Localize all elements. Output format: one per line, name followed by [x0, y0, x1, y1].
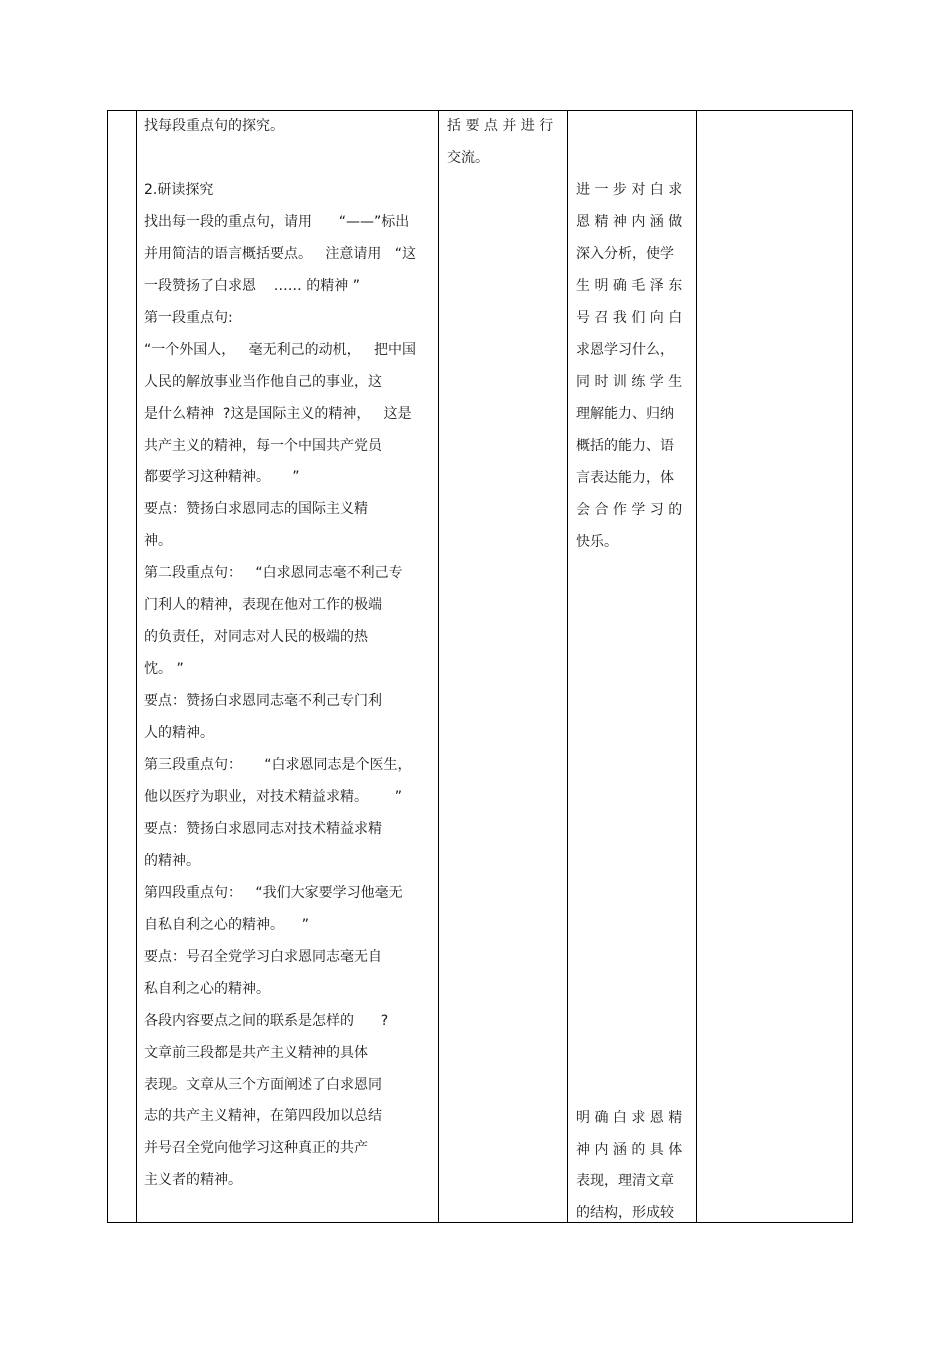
text-line: 第三段重点句： “白求恩同志是个医生，: [144, 757, 412, 773]
text-line: 并用简洁的语言概括要点。 注意请用 “这: [144, 245, 416, 262]
column-divider-2: [438, 111, 439, 1222]
text-line: 文章前三段都是共产主义精神的具体: [144, 1044, 368, 1061]
text-line: 共产主义的精神，每一个中国共产党员: [144, 437, 382, 454]
column-divider-1: [136, 111, 137, 1222]
text-line: “一个外国人， 毫无利己的动机， 把中国: [144, 341, 416, 358]
text-line: 主义者的精神。: [144, 1172, 242, 1189]
text-line: 他以医疗为职业，对技术精益求精。 ”: [144, 788, 402, 805]
text-line: 快乐。: [576, 534, 618, 550]
text-line: 号 召 我 们 向 白: [576, 310, 683, 326]
text-line: 表现。文章从三个方面阐述了白求恩同: [144, 1076, 382, 1093]
text-line: 找出每一段的重点句，请用 “——”标出: [144, 213, 410, 230]
column-student-activity: [447, 111, 565, 1222]
text-line: 自私自利之心的精神。 ”: [144, 916, 310, 933]
column-design-intent: [576, 111, 694, 1222]
text-line: 第四段重点句： “我们大家要学习他毫无: [144, 884, 403, 901]
text-line: 进 一 步 对 白 求: [576, 182, 683, 198]
column-divider-3: [567, 111, 568, 1222]
column-teaching-content: [144, 111, 436, 1222]
column-divider-4: [696, 111, 697, 1222]
text-line: 的结构，形成较: [576, 1204, 674, 1221]
text-line: 门利人的精神，表现在他对工作的极端: [144, 597, 382, 614]
text-line: 要点：赞扬白求恩同志毫不利己专门利: [144, 693, 382, 710]
text-line: 要点：赞扬白求恩同志的国际主义精: [144, 501, 368, 518]
text-line: 第一段重点句:: [144, 309, 233, 326]
text-line: 人民的解放事业当作他自己的事业，这: [144, 373, 382, 390]
text-line: 的负责任，对同志对人民的极端的热: [144, 629, 368, 646]
column-notes: [698, 111, 852, 1222]
text-line: 第二段重点句： “白求恩同志毫不利己专: [144, 565, 403, 582]
lesson-table: [107, 110, 853, 1223]
text-line: 理解能力、归纳: [576, 406, 674, 422]
text-line: 交流。: [447, 150, 489, 166]
text-line: 各段内容要点之间的联系是怎样的 ?: [144, 1012, 389, 1029]
text-line: 的精神。: [144, 852, 200, 869]
text-line: 私自利之心的精神。: [144, 980, 270, 997]
text-line: 人的精神。: [144, 725, 214, 742]
text-line: 恩 精 神 内 涵 做: [576, 214, 683, 230]
text-line: 会 合 作 学 习 的: [576, 502, 683, 518]
text-line: 2.研读探究: [144, 181, 214, 198]
text-line: 并号召全党向他学习这种真正的共产: [144, 1140, 368, 1157]
text-line: 表现，理清文章: [576, 1173, 674, 1189]
text-line: 都要学习这种精神。 ”: [144, 469, 300, 486]
text-line: 明 确 白 求 恩 精: [576, 1110, 683, 1126]
text-line: 言表达能力，体: [576, 470, 674, 486]
text-line: 要点：号召全党学习白求恩同志毫无自: [144, 948, 382, 965]
text-line: 同 时 训 练 学 生: [576, 374, 683, 390]
text-line: 志的共产主义精神，在第四段加以总结: [144, 1108, 382, 1125]
text-line: 括 要 点 并 进 行: [447, 118, 554, 134]
text-line: 深入分析，使学: [576, 246, 674, 262]
text-line: 一段赞扬了白求恩 …… 的精神 ”: [144, 277, 360, 294]
text-line: 忱。 ”: [144, 661, 184, 678]
text-line: 找每段重点句的探究。: [144, 118, 284, 134]
text-line: 神 内 涵 的 具 体: [576, 1141, 683, 1158]
text-line: 生 明 确 毛 泽 东: [576, 278, 683, 294]
text-line: 概括的能力、语: [576, 438, 674, 454]
text-line: 要点：赞扬白求恩同志对技术精益求精: [144, 820, 382, 837]
text-line: 求恩学习什么，: [576, 342, 674, 358]
text-line: 是什么精神 ?这是国际主义的精神， 这是: [144, 405, 412, 422]
text-line: 神。: [144, 533, 172, 550]
